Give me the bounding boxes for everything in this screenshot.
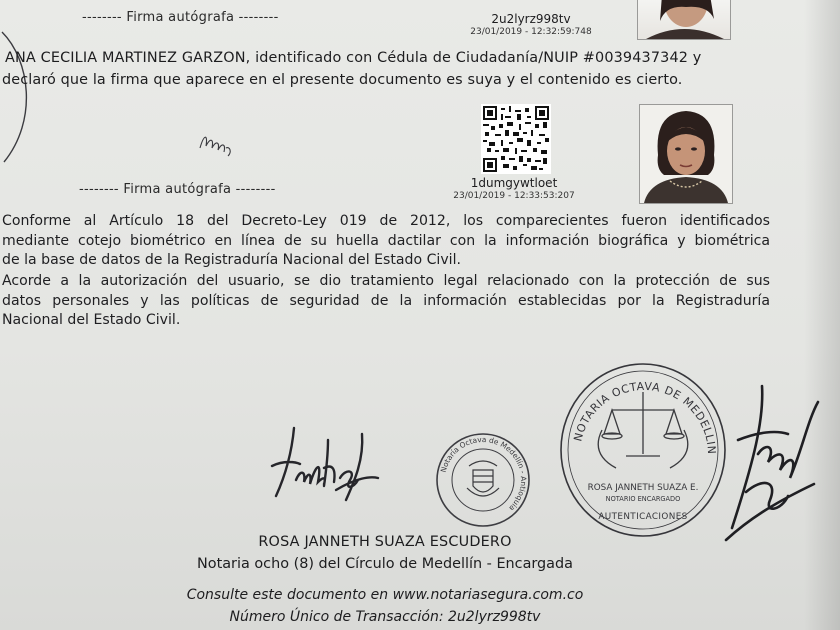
- legal-paragraph-identification: [2, 212, 770, 271]
- notary-large-seal: [556, 358, 728, 540]
- notary-title: Notaria ocho (8) del Círculo de Medellín - Encargada: [197, 556, 573, 572]
- verification-timestamp: 23/01/2019 - 12:33:53:207: [453, 191, 575, 201]
- declaration-line-2: declaró que la firma que aparece en el presente documento es suya y el contenido es cierto.: [2, 72, 683, 88]
- scales-of-justice-icon: [598, 392, 688, 468]
- declaration-line-1: ANA CECILIA MARTINEZ GARZON, identificado con Cédula de Ciudadanía/NUIP #0039437342 y: [5, 50, 702, 66]
- notary-small-seal: [433, 430, 533, 530]
- person-portrait-icon: [640, 105, 732, 203]
- verification-timestamp: 23/01/2019 - 12:32:59:748: [470, 27, 592, 37]
- paragraph-line: Nacional del Estado Civil.: [2, 312, 181, 329]
- signature-line-label: -------- Firma autógrafa --------: [82, 10, 279, 25]
- notary-name: ROSA JANNETH SUAZA ESCUDERO: [258, 534, 512, 550]
- qr-code: [481, 104, 551, 174]
- coat-of-arms-icon: [467, 461, 499, 496]
- biometric-photo: [639, 104, 733, 204]
- legal-paragraph-data-protection: [2, 272, 770, 331]
- seal-notary-role: NOTARIO ENCARGADO: [605, 495, 681, 503]
- paragraph-line: mediante cotejo biométrico en línea de su huella dactilar con la información biográfica y biométrica: [2, 232, 770, 249]
- person-portrait-icon: [638, 0, 730, 39]
- notary-overlapping-signature: [718, 380, 822, 554]
- consult-link-text: Consulte este documento en www.notariasegura.com.co: [186, 587, 584, 603]
- seal-bottom-label: AUTENTICACIONES: [598, 512, 688, 522]
- paragraph-line: datos personales y las políticas de seguridad de la información establecidas por la Registraduría: [2, 292, 770, 309]
- notary-handwritten-signature: [266, 420, 386, 510]
- biometric-photo: [637, 0, 731, 40]
- seal-ring-text: Notaría Octava de Medellín - Antioquia: [438, 434, 529, 513]
- signature-line-label: -------- Firma autógrafa --------: [79, 182, 276, 197]
- verification-code: 1dumgywtloet: [470, 176, 558, 190]
- paragraph-line: Acorde a la autorización del usuario, se dio tratamiento legal relacionado con la protección de sus: [2, 273, 770, 289]
- handwritten-signature-small: [196, 128, 236, 158]
- paragraph-line: de la base de datos de la Registraduría Nacional del Estado Civil.: [2, 252, 461, 269]
- paragraph-line: Conforme al Artículo 18 del Decreto-Ley 019 de 2012, los comparecientes fueron identificados: [2, 213, 770, 229]
- verification-code: 2u2lyrz998tv: [491, 12, 571, 26]
- seal-notary-name: ROSA JANNETH SUAZA E.: [587, 483, 699, 493]
- transaction-number: Número Único de Transacción: 2u2lyrz998tv: [229, 609, 541, 625]
- seal-ring-text: NOTARIA OCTAVA DE MEDELLIN: [571, 379, 719, 455]
